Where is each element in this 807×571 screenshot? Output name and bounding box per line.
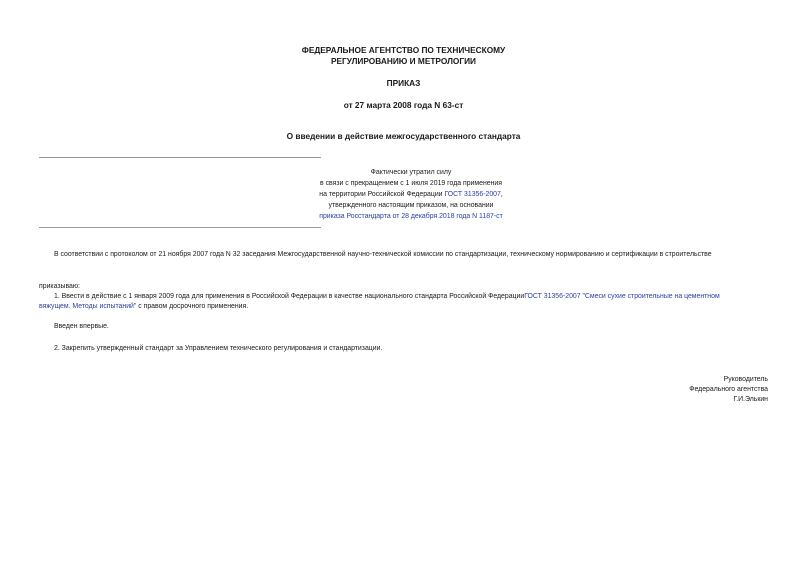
signature-name: Г.И.Элькин — [733, 396, 768, 403]
status-note-line4: утвержденного настоящим приказом, на основании — [328, 202, 494, 209]
divider-bottom — [39, 227, 321, 228]
status-note-line5 — [39, 211, 783, 222]
item1-text: 1. Ввести в действие с 1 января 2009 года для применения в Российской Федерации в качестве национального стандарта Российской Федерации — [54, 293, 525, 300]
document-date: от 27 марта 2008 года N 63-ст — [343, 100, 464, 110]
rosstandart-order-link[interactable]: приказа Росстандарта от 28 декабря 2018 года N 1187-ст — [319, 213, 503, 220]
status-note-line1: Фактически утратил силу — [370, 169, 452, 176]
item2-text: 2. Закрепить утвержденный стандарт за Управлением технического регулирования и стандартизации. — [54, 345, 383, 352]
document-subject: О введении в действие межгосударственного стандарта — [286, 131, 521, 141]
document-type: ПРИКАЗ — [386, 78, 421, 88]
signature-title-line1: Руководитель — [723, 376, 768, 383]
status-note-line3-suffix: , — [500, 191, 503, 198]
preamble-text: В соответствии с протоколом от 21 ноября 2007 года N 32 заседания Межгосударственной научно-технической комиссии по стандартизации, техническому нормированию и сертификации в строительстве — [54, 251, 712, 258]
introduced-note: Введен впервые. — [54, 323, 109, 330]
status-note-line3 — [39, 189, 783, 200]
agency-name-line1: ФЕДЕРАЛЬНОЕ АГЕНТСТВО ПО ТЕХНИЧЕСКОМУ — [301, 45, 506, 55]
gost-title-link-part2[interactable]: вяжущем. Методы испытаний" — [39, 303, 137, 310]
agency-name-line2: РЕГУЛИРОВАНИЮ И МЕТРОЛОГИИ — [330, 56, 477, 66]
status-note-line3-prefix: на территории Российской Федерации — [319, 191, 445, 198]
gost-title-link-part1[interactable]: ГОСТ 31356-2007 "Смеси сухие строительные на цементном — [524, 293, 720, 300]
order-word: приказываю: — [39, 283, 80, 290]
signature-title-line2: Федерального агентства — [689, 386, 768, 393]
gost-link[interactable]: ГОСТ 31356-2007 — [444, 191, 501, 198]
item1-line2 — [39, 301, 248, 312]
status-note-line2: в связи с прекращением с 1 июля 2019 года применения — [320, 180, 502, 187]
divider-top — [39, 157, 321, 158]
item1-suffix: с правом досрочного применения. — [136, 303, 249, 310]
